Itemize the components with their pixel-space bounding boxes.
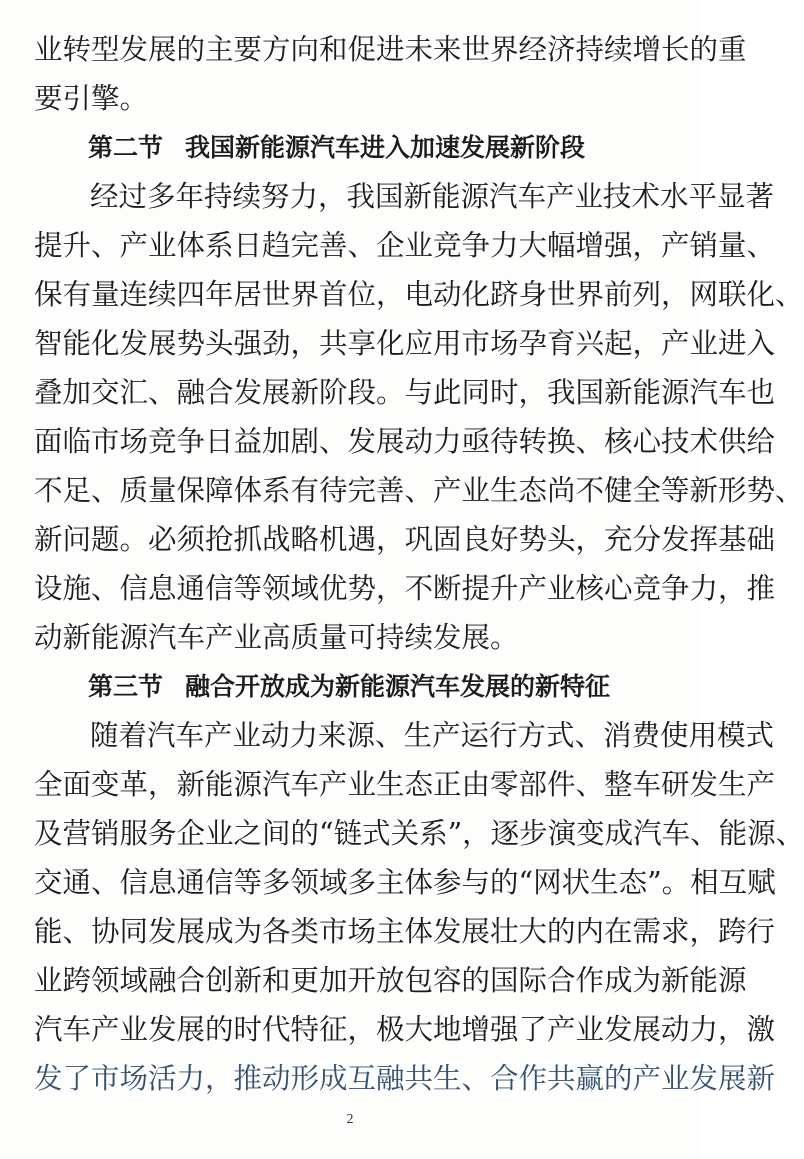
paragraph-line: 智能化发展势头强劲，共享化应用市场孕育兴起，产业进入 xyxy=(34,327,776,360)
paragraph-line: 叠加交汇、融合发展新阶段。与此同时，我国新能源汽车也 xyxy=(34,376,776,409)
section-title: 融合开放成为新能源汽车发展的新特征 xyxy=(185,672,611,701)
paragraph-line: 发了市场活力，推动形成互融共生、合作共赢的产业发展新 xyxy=(34,1062,776,1095)
paragraph-line: 业转型发展的主要方向和促进未来世界经济持续增长的重 xyxy=(34,33,747,66)
paragraph-line: 新问题。必须抢抓战略机遇，巩固良好势头，充分发挥基础 xyxy=(34,523,776,556)
section-heading xyxy=(88,128,585,168)
section-number: 第二节 xyxy=(88,133,164,162)
paragraph-line: 提升、产业体系日趋完善、企业竞争力大幅增强，产销量、 xyxy=(34,229,776,262)
paragraph-line: 保有量连续四年居世界首位，电动化跻身世界前列，网联化、 xyxy=(34,278,804,311)
paragraph-line: 动新能源汽车产业高质量可持续发展。 xyxy=(34,621,519,654)
paragraph-line: 及营销服务企业之间的“链式关系”，逐步演变成汽车、能源、 xyxy=(34,817,804,850)
section-number: 第三节 xyxy=(88,672,164,701)
paragraph-line: 能、协同发展成为各类市场主体发展壮大的内在需求，跨行 xyxy=(34,915,776,948)
section-heading xyxy=(88,667,610,707)
paragraph-line: 面临市场竞争日益加剧、发展动力亟待转换、核心技术供给 xyxy=(34,425,776,458)
section-title: 我国新能源汽车进入加速发展新阶段 xyxy=(185,133,586,162)
paragraph-line: 经过多年持续努力，我国新能源汽车产业技术水平显著 xyxy=(90,180,775,213)
paragraph-line: 不足、质量保障体系有待完善、产业生态尚不健全等新形势、 xyxy=(34,474,804,507)
page-number: 2 xyxy=(346,1112,354,1127)
paragraph-line: 全面变革，新能源汽车产业生态正由零部件、整车研发生产 xyxy=(34,768,776,801)
paragraph-line: 随着汽车产业动力来源、生产运行方式、消费使用模式 xyxy=(90,719,775,752)
paragraph-line: 交通、信息通信等多领域多主体参与的“网状生态”。相互赋 xyxy=(34,866,776,899)
paragraph-line: 设施、信息通信等领域优势，不断提升产业核心竞争力，推 xyxy=(34,572,776,605)
paragraph-line: 业跨领域融合创新和更加开放包容的国际合作成为新能源 xyxy=(34,964,747,997)
paragraph-line: 要引擎。 xyxy=(34,82,149,115)
paragraph-line: 汽车产业发展的时代特征，极大地增强了产业发展动力，激 xyxy=(34,1013,776,1046)
